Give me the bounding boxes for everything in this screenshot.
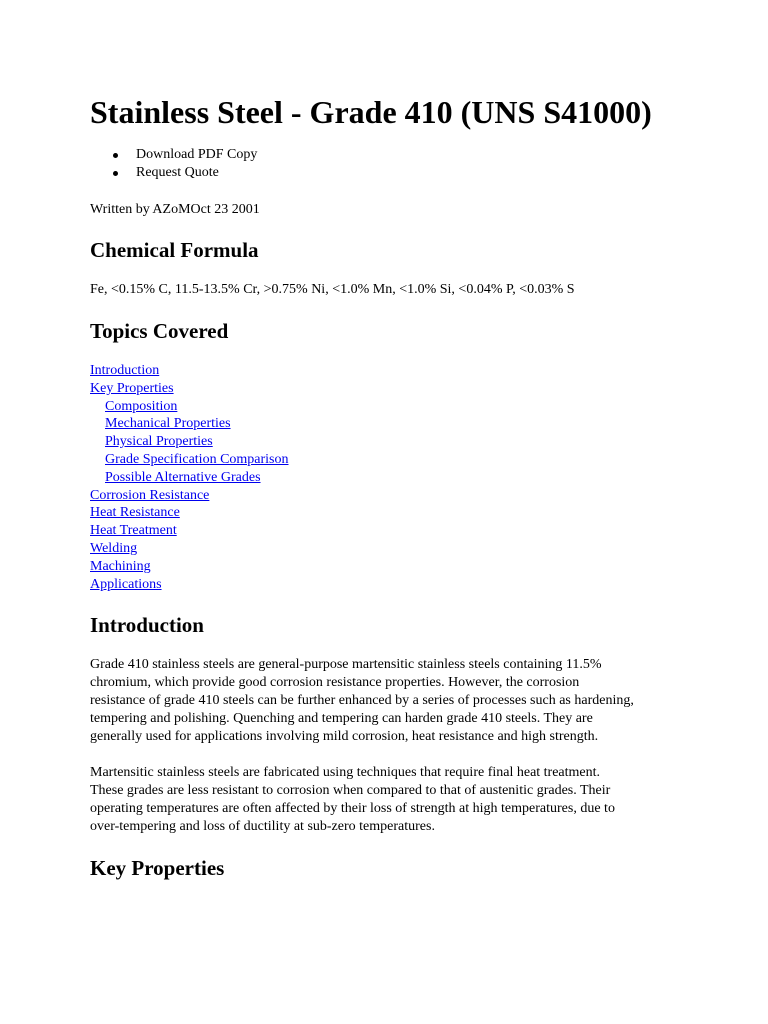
topics-list	[90, 362, 289, 593]
download-pdf-link[interactable]: Download PDF Copy	[136, 147, 258, 162]
text-line: generally used for applications involving mild corrosion, heat resistance and high strength.	[90, 729, 599, 744]
toc-item	[90, 433, 289, 451]
text-line: chromium, which provide good corrosion resistance properties. However, the corrosion	[90, 675, 580, 690]
toc-link-heat-resistance[interactable]: Heat Resistance	[90, 505, 180, 521]
byline: Written by AZoMOct 23 2001	[90, 202, 260, 217]
toc-item	[90, 576, 289, 594]
toc-link-possible-alternative-grades[interactable]: Possible Alternative Grades	[105, 469, 261, 485]
request-quote-link[interactable]: Request Quote	[136, 165, 219, 180]
toc-item	[90, 469, 289, 487]
request-quote-item[interactable]	[90, 164, 257, 182]
toc-item	[90, 451, 289, 469]
toc-link-applications[interactable]: Applications	[90, 576, 162, 592]
toc-item	[90, 522, 289, 540]
introduction-paragraph-2	[90, 764, 690, 836]
download-pdf-item[interactable]	[90, 146, 257, 164]
toc-link-welding[interactable]: Welding	[90, 540, 138, 556]
section-heading-chemical-formula: Chemical Formula	[90, 238, 259, 262]
article-actions	[90, 146, 257, 182]
text-line: operating temperatures are often affected by their loss of strength at high temperatures, due to	[90, 801, 615, 816]
toc-link-corrosion-resistance[interactable]: Corrosion Resistance	[90, 487, 210, 503]
toc-item	[90, 540, 289, 558]
toc-link-mechanical-properties[interactable]: Mechanical Properties	[105, 416, 231, 432]
text-line: These grades are less resistant to corrosion when compared to that of austenitic grades. Their	[90, 783, 611, 798]
toc-link-physical-properties[interactable]: Physical Properties	[105, 434, 213, 450]
toc-link-key-properties[interactable]: Key Properties	[90, 380, 174, 396]
section-heading-key-properties: Key Properties	[90, 856, 225, 880]
toc-item	[90, 558, 289, 576]
page-title: Stainless Steel - Grade 410 (UNS S41000)	[90, 94, 652, 130]
text-line: tempering and polishing. Quenching and tempering can harden grade 410 steels. They are	[90, 711, 593, 726]
introduction-paragraph-1	[90, 656, 690, 746]
toc-item	[90, 398, 289, 416]
toc-item	[90, 380, 289, 398]
toc-item	[90, 415, 289, 433]
toc-item	[90, 362, 289, 380]
toc-item	[90, 504, 289, 522]
toc-link-composition[interactable]: Composition	[105, 398, 178, 414]
section-heading-topics: Topics Covered	[90, 319, 229, 343]
text-line: resistance of grade 410 steels can be further enhanced by a series of processes such as hardening,	[90, 693, 634, 708]
text-line: over-tempering and loss of ductility at sub-zero temperatures.	[90, 819, 435, 834]
section-heading-introduction: Introduction	[90, 613, 204, 637]
text-line: Grade 410 stainless steels are general-purpose martensitic stainless steels containing 11.5%	[90, 657, 602, 672]
toc-link-machining[interactable]: Machining	[90, 558, 151, 574]
chemical-formula-text: Fe, <0.15% C, 11.5-13.5% Cr, >0.75% Ni, <1.0% Mn, <1.0% Si, <0.04% P, <0.03% S	[90, 282, 575, 297]
bullet-icon	[113, 153, 118, 158]
toc-item	[90, 487, 289, 505]
toc-link-introduction[interactable]: Introduction	[90, 363, 160, 378]
text-line: Martensitic stainless steels are fabricated using techniques that require final heat treatment.	[90, 765, 601, 780]
toc-link-grade-specification-comparison[interactable]: Grade Specification Comparison	[105, 451, 289, 467]
toc-link-heat-treatment[interactable]: Heat Treatment	[90, 523, 177, 539]
bullet-icon	[113, 171, 118, 176]
